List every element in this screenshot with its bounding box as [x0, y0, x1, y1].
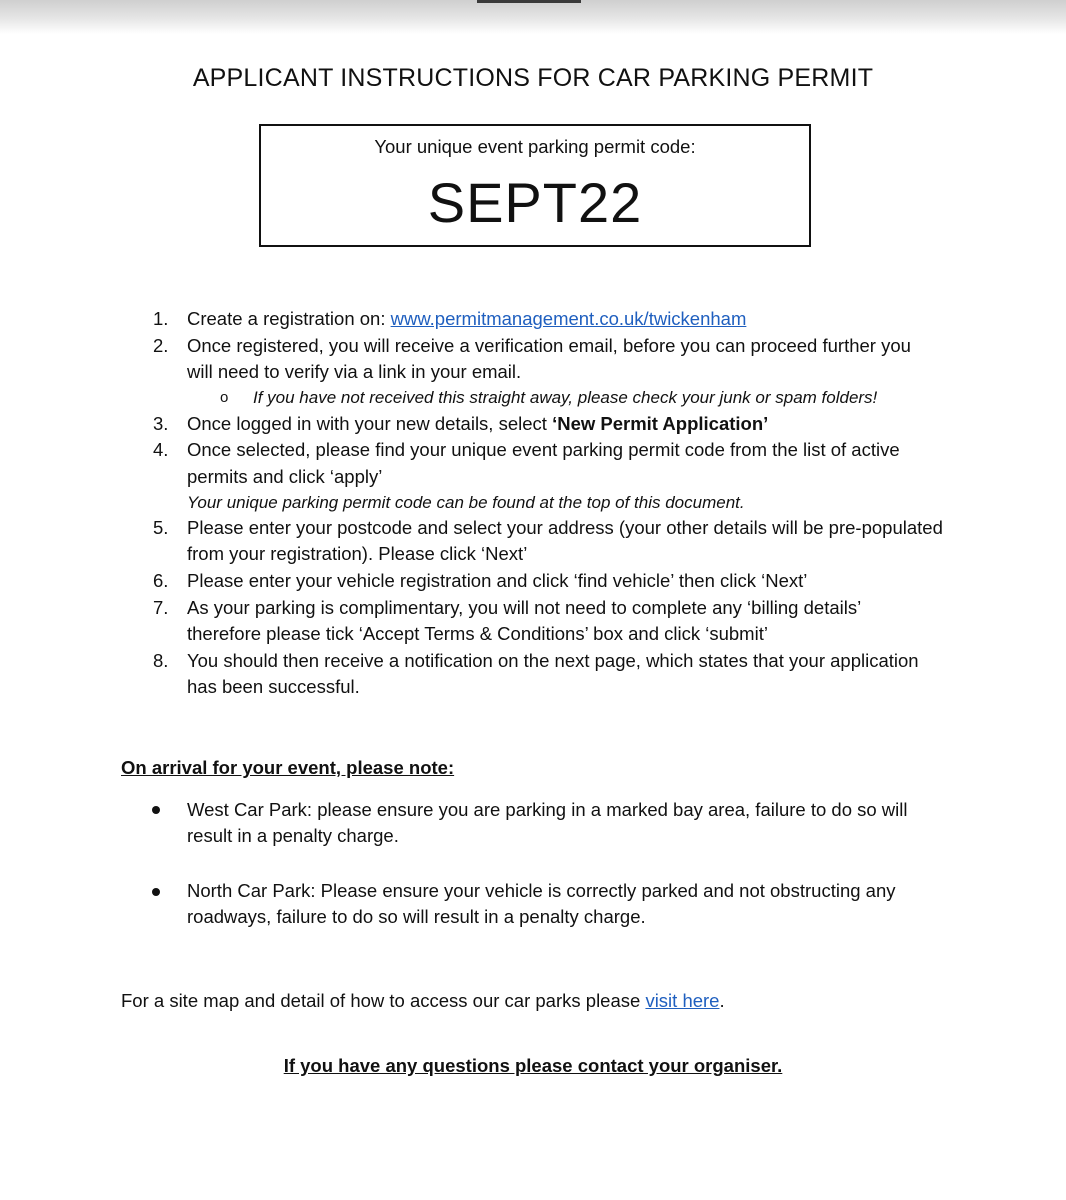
step-4-number: 4. [153, 439, 169, 460]
west-bullet [152, 806, 160, 814]
permit-code-label: Your unique event parking permit code: [374, 136, 696, 157]
permit-code-box [259, 124, 811, 247]
step-8-number: 8. [153, 650, 169, 671]
step-5-number: 5. [153, 517, 169, 538]
viewer-handle[interactable] [477, 0, 581, 3]
step-1-text [187, 305, 746, 332]
sitemap-prefix: For a site map and detail of how to access our car parks please [121, 990, 646, 1011]
west-car-park-line-1: West Car Park: please ensure you are parking in a marked bay area, failure to do so will [187, 799, 908, 820]
step-7-line-2: therefore please tick ‘Accept Terms & Conditions’ box and click ‘submit’ [187, 623, 768, 644]
step-8-line-1: You should then receive a notification on the next page, which states that your application [187, 650, 919, 671]
north-bullet [152, 888, 160, 896]
closing-note: If you have any questions please contact your organiser. [283, 1055, 783, 1076]
step-1-number: 1. [153, 308, 169, 329]
visit-here-link[interactable]: visit here [645, 990, 720, 1011]
step-5-line-2: from your registration). Please click ‘Next’ [187, 543, 528, 564]
step-3-bold: ‘New Permit Application’ [552, 413, 769, 434]
sitemap-line [121, 987, 725, 1014]
sitemap-suffix: . [719, 990, 725, 1011]
step-4-line-2: permits and click ‘apply’ [187, 466, 383, 487]
viewer-top-shade [0, 0, 1066, 34]
step-4-line-1: Once selected, please find your unique event parking permit code from the list of active [187, 439, 900, 460]
step-8-line-2: has been successful. [187, 676, 360, 697]
step-3-number: 3. [153, 413, 169, 434]
step-2-line-1: Once registered, you will receive a verification email, before you can proceed further you [187, 335, 911, 356]
step-1-prefix: Create a registration on: [187, 308, 391, 329]
step-5-line-1: Please enter your postcode and select your address (your other details will be pre-populated [187, 517, 943, 538]
step-3-prefix: Once logged in with your new details, select [187, 413, 553, 434]
step-6-line-1: Please enter your vehicle registration and click ‘find vehicle’ then click ‘Next’ [187, 570, 808, 591]
document-title: APPLICANT INSTRUCTIONS FOR CAR PARKING PERMIT [192, 64, 874, 92]
step-3-text [187, 410, 768, 437]
step-7-line-1: As your parking is complimentary, you will not need to complete any ‘billing details’ [187, 597, 862, 618]
step-2-line-2: will need to verify via a link in your email. [187, 361, 522, 382]
step-6-number: 6. [153, 570, 169, 591]
west-car-park-line-2: result in a penalty charge. [187, 825, 399, 846]
registration-link[interactable]: www.permitmanagement.co.uk/twickenham [390, 308, 747, 329]
arrival-heading: On arrival for your event, please note: [121, 757, 455, 778]
step-2-sub-note: If you have not received this straight away, please check your junk or spam folders! [253, 388, 878, 407]
step-7-number: 7. [153, 597, 169, 618]
north-car-park-line-2: roadways, failure to do so will result in a penalty charge. [187, 906, 646, 927]
north-car-park-line-1: North Car Park: Please ensure your vehicle is correctly parked and not obstructing any [187, 880, 896, 901]
step-2-number: 2. [153, 335, 169, 356]
step-4-note: Your unique parking permit code can be found at the top of this document. [187, 493, 745, 512]
permit-code-value: SEPT22 [427, 171, 643, 234]
step-2-sub-bullet: o [220, 389, 229, 406]
